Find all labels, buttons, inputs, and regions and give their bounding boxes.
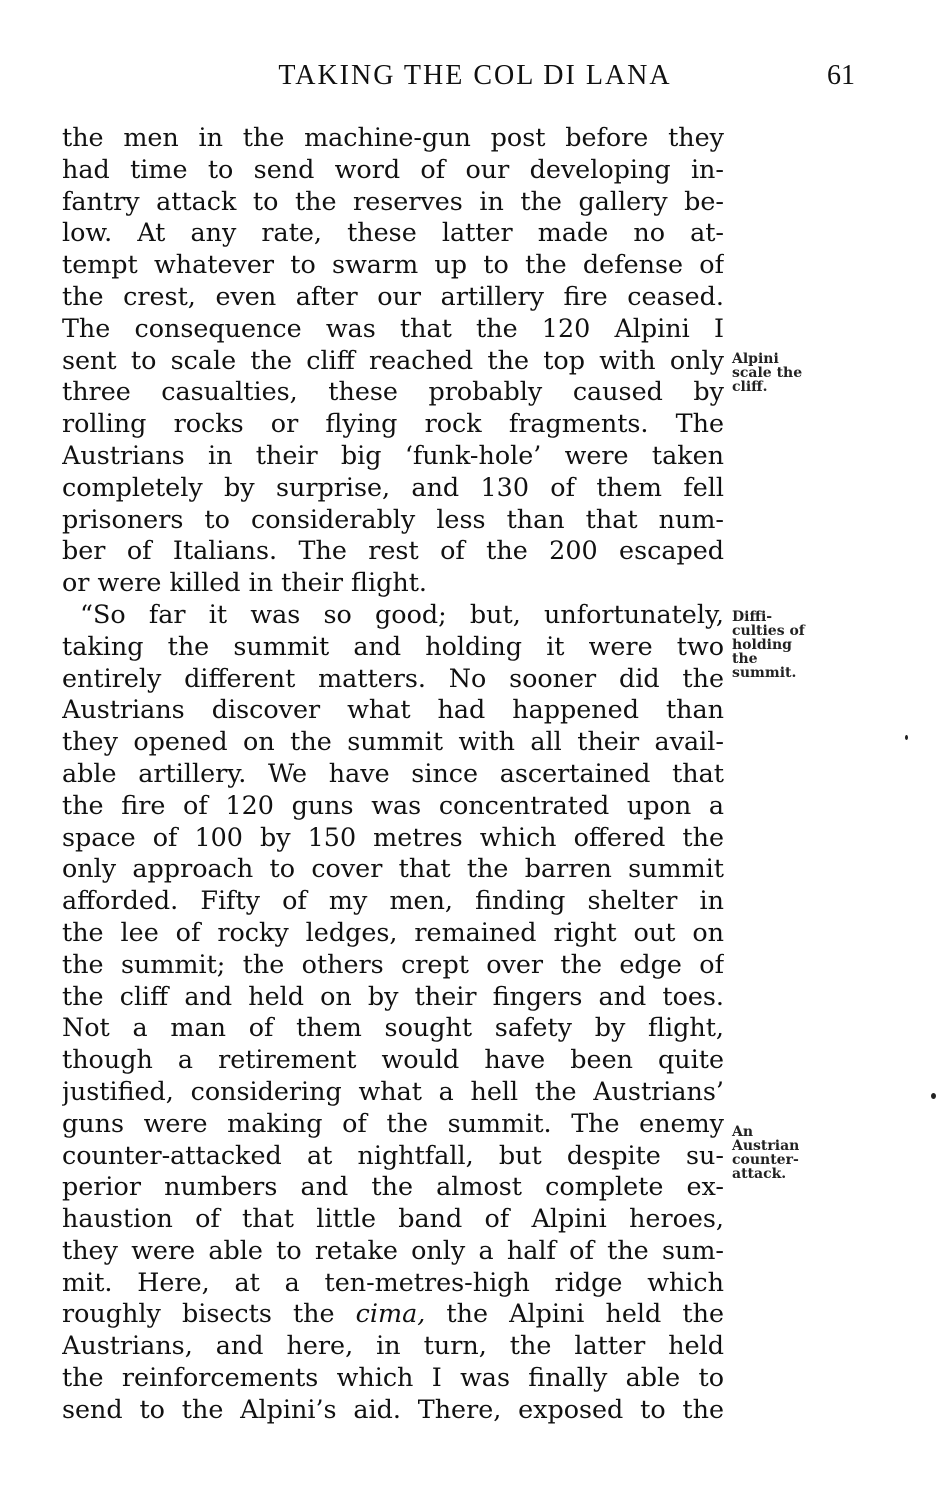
sidenote-line: Alpini bbox=[732, 351, 779, 367]
text-line: though a retirement would have been quite bbox=[62, 1044, 724, 1075]
text-line: the fire of 120 guns was concentrated upon a bbox=[62, 789, 724, 820]
text-line: they opened on the summit with all their avail- bbox=[62, 726, 724, 757]
text-line: afforded. Fifty of my men, finding shelter in bbox=[62, 885, 724, 916]
text-line: ber of Italians. The rest of the 200 escaped bbox=[62, 535, 724, 566]
text-line: counter-attacked at nightfall, but despite su- bbox=[62, 1139, 724, 1170]
running-title: TAKING THE COL DI LANA bbox=[278, 60, 672, 91]
text-line: roughly bisects the cima, the Alpini held the bbox=[62, 1298, 724, 1329]
text-line: entirely different matters. No sooner did the bbox=[62, 662, 724, 693]
italic-word: cima, bbox=[355, 1298, 426, 1329]
text-line: Austrians discover what had happened than bbox=[62, 694, 724, 725]
text-line: the lee of rocky ledges, remained right out on bbox=[62, 916, 724, 947]
text-line: they were able to retake only a half of the sum- bbox=[62, 1234, 724, 1265]
text-line: guns were making of the summit. The enemy bbox=[62, 1107, 724, 1138]
page-number: 61 bbox=[827, 60, 855, 91]
body-text bbox=[62, 122, 724, 1426]
text-line: Austrians in their big ‘funk-hole’ were taken bbox=[62, 439, 724, 470]
print-speck bbox=[905, 735, 908, 740]
text-line: The consequence was that the 120 Alpini I bbox=[62, 312, 724, 343]
sidenote-line: summit. bbox=[732, 665, 797, 681]
text-line: haustion of that little band of Alpini heroes, bbox=[62, 1203, 724, 1234]
sidenote-line: holding bbox=[732, 637, 792, 653]
text-line: low. At any rate, these latter made no at- bbox=[62, 217, 724, 248]
sidenote-line: culties of bbox=[732, 623, 805, 639]
text-line: Austrians, and here, in turn, the latter held bbox=[62, 1330, 724, 1361]
sidenote-line: An bbox=[732, 1124, 754, 1140]
print-speck bbox=[931, 1093, 936, 1099]
text-line: only approach to cover that the barren summit bbox=[62, 853, 724, 884]
sidenote-line: counter- bbox=[732, 1152, 799, 1168]
sidenote-line: cliff. bbox=[732, 379, 768, 395]
text-line: tempt whatever to swarm up to the defense of bbox=[62, 249, 724, 280]
text-line: or were killed in their flight. bbox=[62, 567, 427, 598]
text-line: “So far it was so good; but, unfortunately, bbox=[80, 598, 724, 629]
sidenote-alpini-scale-cliff bbox=[732, 352, 842, 394]
text-line: mit. Here, at a ten-metres-high ridge which bbox=[62, 1266, 724, 1297]
text-line: the crest, even after our artillery fire ceased. bbox=[62, 280, 724, 311]
text-line: perior numbers and the almost complete ex- bbox=[62, 1171, 724, 1202]
text-line: taking the summit and holding it were two bbox=[62, 630, 724, 661]
text-line: fantry attack to the reserves in the gallery be- bbox=[62, 185, 724, 216]
text-line: three casualties, these probably caused by bbox=[62, 376, 724, 407]
text-line: rolling rocks or flying rock fragments. The bbox=[62, 408, 724, 439]
text-line: space of 100 by 150 metres which offered the bbox=[62, 821, 724, 852]
text-line: able artillery. We have since ascertained that bbox=[62, 757, 724, 788]
text-line: justified, considering what a hell the Austrians’ bbox=[62, 1075, 724, 1106]
text-line: sent to scale the cliff reached the top with only bbox=[62, 344, 724, 375]
text-line: Not a man of them sought safety by flight, bbox=[62, 1012, 724, 1043]
text-line: the summit; the others crept over the edge of bbox=[62, 948, 724, 979]
sidenote-line: the bbox=[732, 651, 758, 667]
sidenote-line: Diffi- bbox=[732, 609, 773, 625]
sidenote-austrian-counter-attack bbox=[732, 1125, 842, 1181]
text-line: had time to send word of our developing in- bbox=[62, 153, 724, 184]
sidenote-difficulties-holding-summit bbox=[732, 610, 842, 680]
text-line: send to the Alpini’s aid. There, exposed to the bbox=[62, 1393, 724, 1424]
text-line: the cliff and held on by their fingers and toes. bbox=[62, 980, 724, 1011]
text-line: the reinforcements which I was finally able to bbox=[62, 1362, 724, 1393]
sidenote-line: attack. bbox=[732, 1166, 787, 1182]
text-line: prisoners to considerably less than that num- bbox=[62, 503, 724, 534]
sidenote-line: Austrian bbox=[732, 1138, 800, 1154]
sidenote-line: scale the bbox=[732, 365, 803, 381]
text-line: the men in the machine-gun post before they bbox=[62, 122, 724, 152]
text-line: completely by surprise, and 130 of them fell bbox=[62, 471, 724, 502]
